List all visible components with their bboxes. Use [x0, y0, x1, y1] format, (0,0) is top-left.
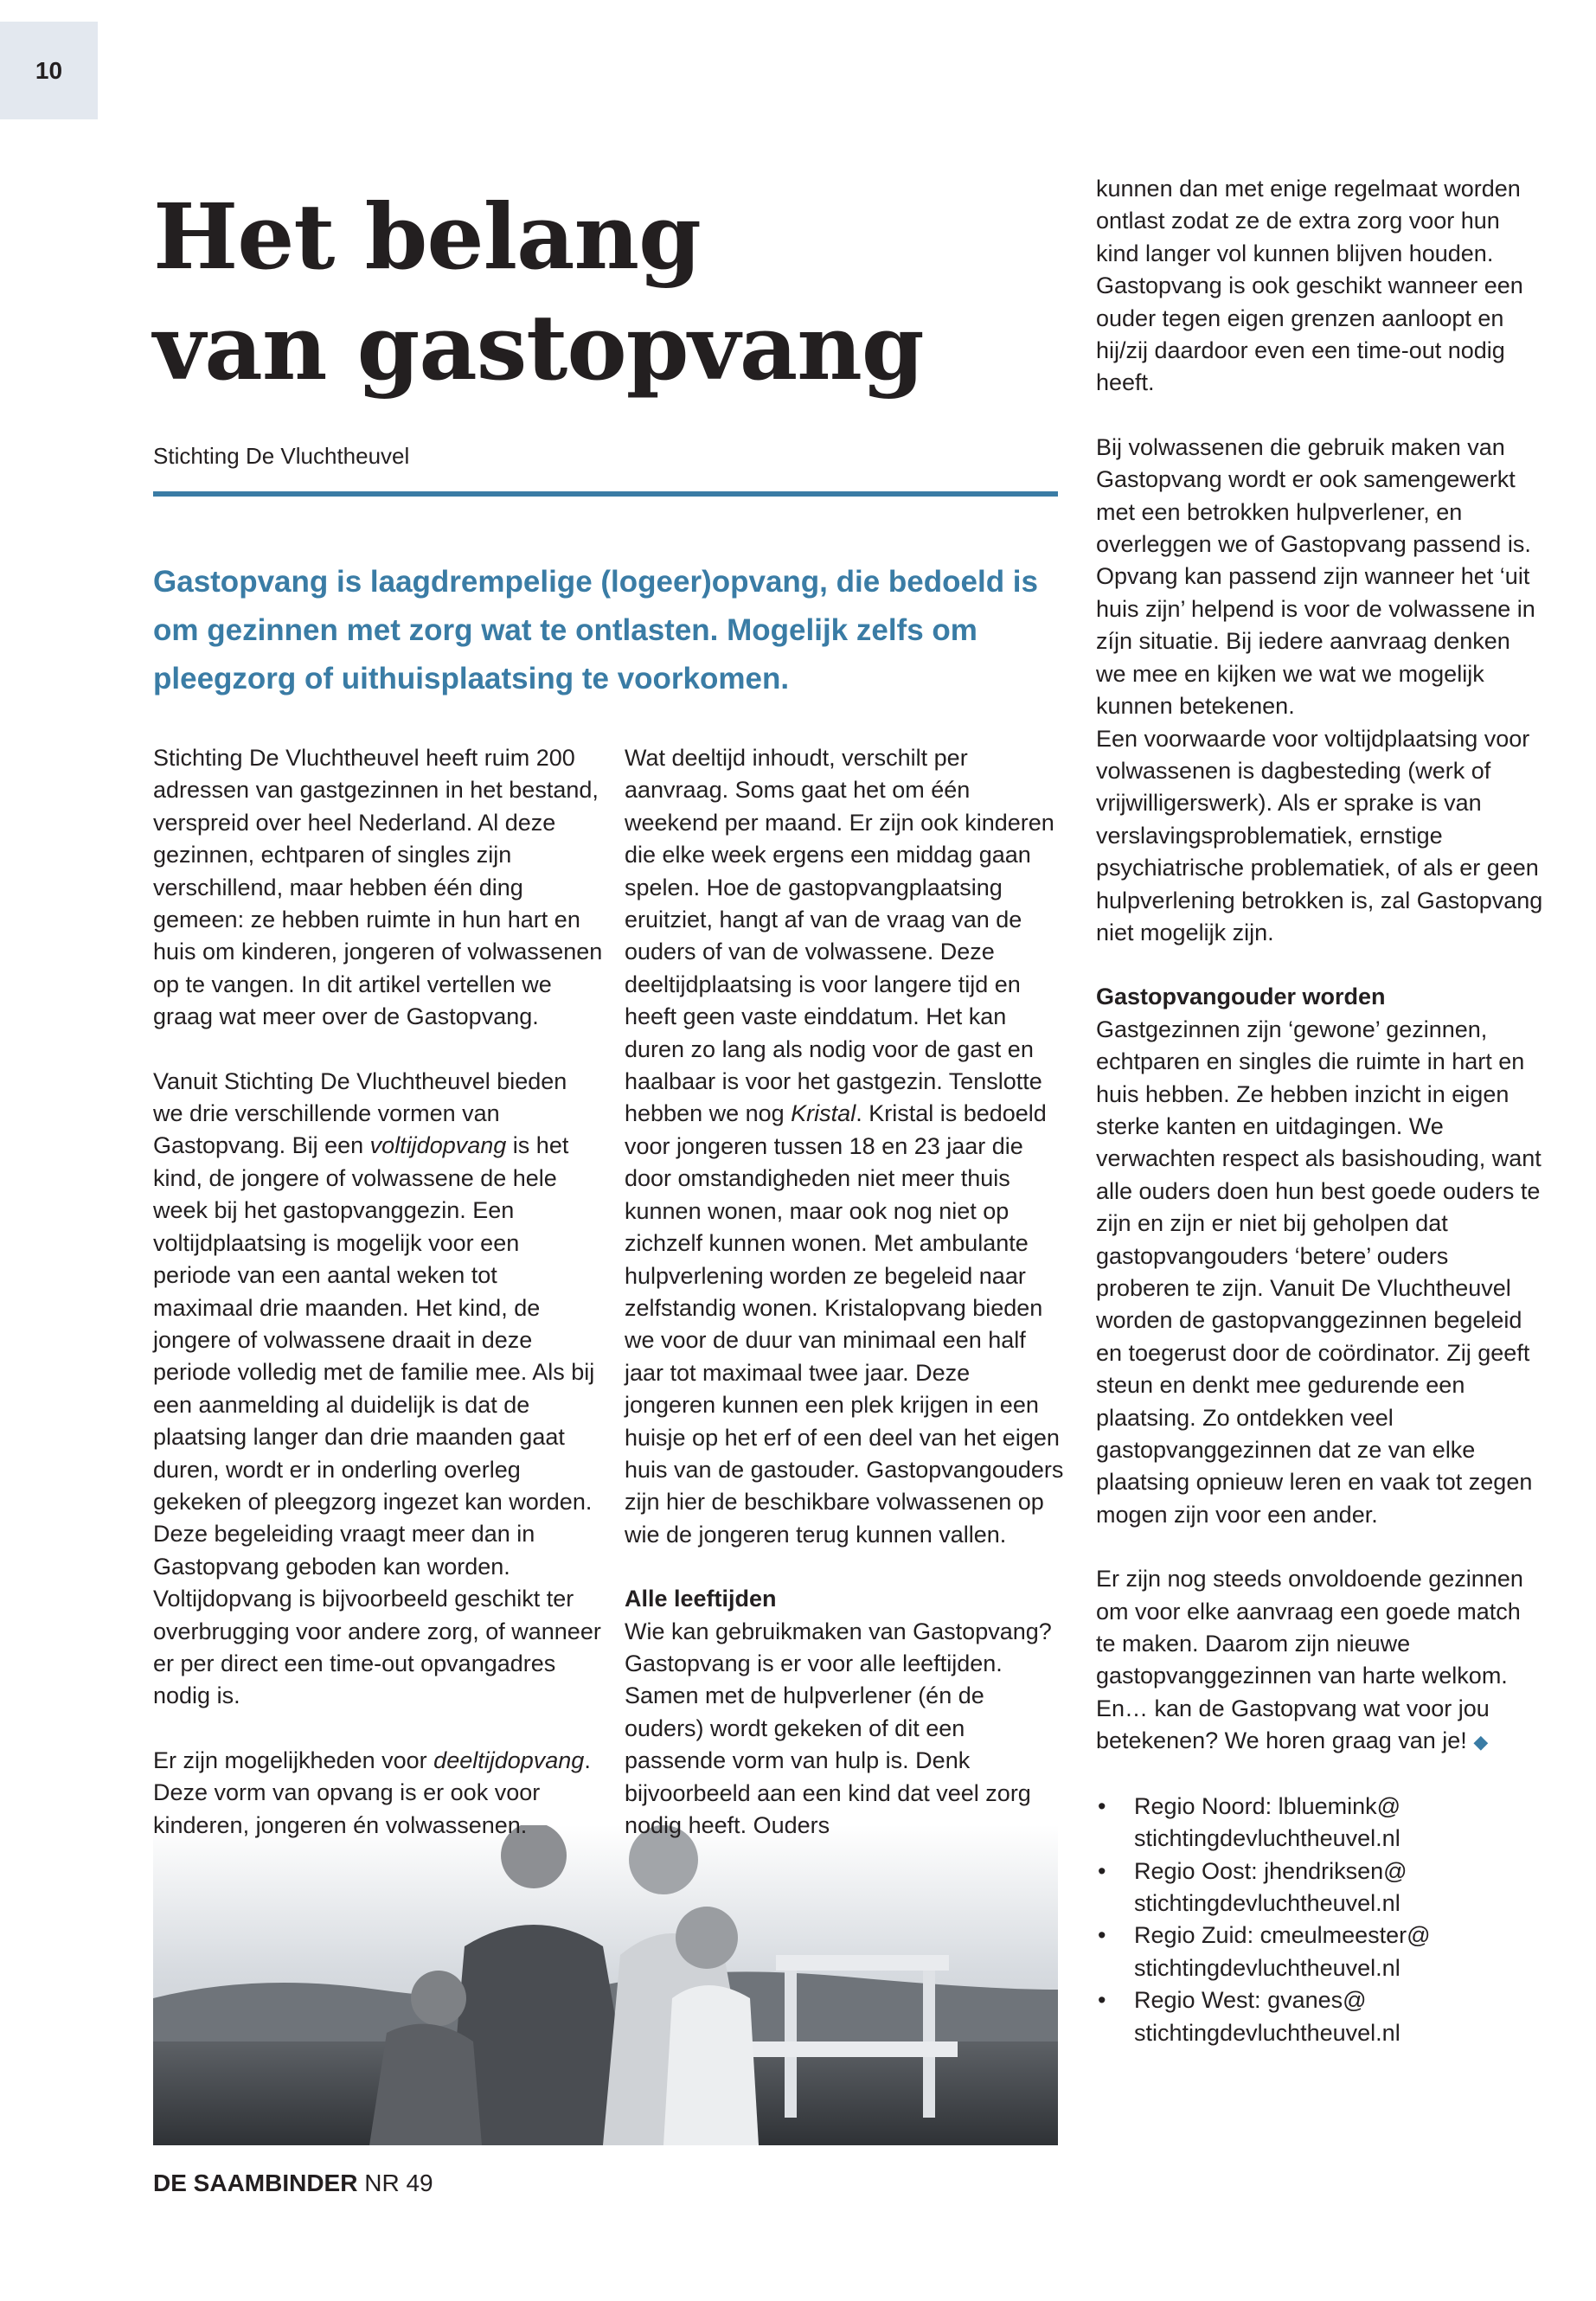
- lead-paragraph: Gastopvang is laagdrempelige (logeer)opvang, die bedoeld is om gezinnen met zorg wat te ontlasten. Mogelijk zelfs om pleegzorg of uithuisplaatsing te voorkomen.: [153, 565, 1038, 695]
- end-mark-diamond-icon: ◆: [1473, 1731, 1489, 1753]
- col3-paragraph-2: Een voorwaarde voor voltijdplaatsing voor volwassenen is dagbesteding (werk of vrijwilligerswerk). Als er sprake is van verslavingsproblematiek, ernstige psychiatrische problematiek, of als er geen hulpverlening betrokken is, zal Gastopvang niet mogelijk zijn.: [1096, 725, 1543, 945]
- list-item: [1096, 1791, 1546, 1856]
- magazine-name: DE SAAMBINDER: [153, 2170, 358, 2196]
- region-email-domain[interactable]: stichtingdevluchtheuvel.nl: [1134, 1889, 1401, 1916]
- col3-paragraph-4: Er zijn nog steeds onvoldoende gezinnen om voor elke aanvraag een goede match te maken. Daarom zijn nieuwe gastopvanggezinnen van harte welkom.: [1096, 1566, 1523, 1689]
- region-label[interactable]: Regio Oost: jhendriksen@: [1134, 1857, 1407, 1884]
- text-span: . Deze vorm van opvang is er ook voor kinderen, jongeren én volwassenen.: [153, 1747, 591, 1838]
- issue-number: NR 49: [364, 2170, 433, 2196]
- title-line-1: Het belang: [153, 183, 701, 290]
- text-span: Vanuit Stichting De Vluchtheuvel bieden we drie verschillende vormen van Gastopvang. Bij een: [153, 1067, 567, 1159]
- footer-magazine: [153, 2170, 433, 2197]
- region-contact-list: [1096, 1791, 1546, 2049]
- title-line-2: van gastopvang: [153, 294, 924, 401]
- list-item: [1096, 1856, 1546, 1920]
- section-heading-gastopvangouder: Gastopvangouder worden: [1096, 984, 1386, 1010]
- col1-paragraph-2: [153, 1066, 603, 1713]
- col2-paragraph-2: Wie kan gebruikmaken van Gastopvang? Gastopvang is er voor alle leeftijden. Samen met de hulpverlener (én de ouders) wordt gekeken of dit een passende vorm van hulp is. Denk bijvoorbeeld aan een kind dat veel zorg nodig heeft. Ouders: [625, 1618, 1052, 1838]
- emphasis-kristal: Kristal: [791, 1100, 856, 1127]
- region-label[interactable]: Regio Zuid: cmeulmeester@: [1134, 1922, 1431, 1949]
- column-1: [153, 742, 603, 1874]
- region-email-domain[interactable]: stichtingdevluchtheuvel.nl: [1134, 2019, 1401, 2046]
- column-3: [1096, 173, 1546, 2049]
- emphasis-voltijdopvang: voltijdopvang: [369, 1132, 507, 1159]
- text-span: Er zijn mogelijkheden voor: [153, 1747, 434, 1773]
- text-span: . Kristal is bedoeld voor jongeren tussen 18 en 23 jaar die door omstandigheden niet meer thuis kunnen wonen, maar ook nog niet op zichzelf kunnen wonen. Met ambulante hulpverlening worden ze begeleid naar zelfstandig wonen. Kristalopvang bieden we voor de duur van minimaal een half jaar tot maximaal twee jaar. Deze jongeren kunnen een plek krijgen in een huisje op het erf of een deel van het eigen huis van de gastouder. Gastopvangouders zijn hier de beschikbare volwassenen op wie de jongeren terug kunnen vallen.: [625, 1100, 1064, 1548]
- section-heading-alle-leeftijden: Alle leeftijden: [625, 1586, 777, 1612]
- emphasis-deeltijdopvang: deeltijdopvang: [433, 1747, 585, 1773]
- title-divider: [153, 491, 1058, 497]
- col3-paragraph-5: [1096, 1693, 1546, 1759]
- region-email-domain[interactable]: stichtingdevluchtheuvel.nl: [1134, 1825, 1401, 1852]
- article-title: [153, 182, 924, 403]
- column-2: [625, 742, 1066, 1874]
- text-span: is het kind, de jongere of volwassene de hele week bij het gastopvanggezin. Een voltijdplaatsing is mogelijk voor een periode van een aantal weken tot maximaal drie maanden. Het kind, de jongere of volwassene draait in deze periode volledig met de familie mee. Als bij een aanmelding al duidelijk is dat de plaatsing langer dan drie maanden gaat duren, wordt er in onderling overleg gekeken of pleegzorg ingezet kan worden. Deze begeleiding vraagt meer dan in Gastopvang geboden kan worden. Voltijdopvang is bijvoorbeeld geschikt ter overbrugging voor andere zorg, of wanneer er per direct een time-out opvangadres nodig is.: [153, 1132, 601, 1709]
- closing-text: En… kan de Gastopvang wat voor jou betekenen? We horen graag van je!: [1096, 1695, 1490, 1754]
- col3-paragraph-3: Gastgezinnen zijn ‘gewone’ gezinnen, echtparen en singles die ruimte in hart en huis hebben. Ze hebben inzicht in eigen sterke kanten en uitdagingen. We verwachten respect als basishouding, want alle ouders doen hun best goede ouders te zijn en zijn er niet bij geholpen dat gastopvangouders ‘betere’ ouders proberen te zijn. Vanuit De Vluchtheuvel worden de gastopvanggezinnen begeleid en toegerust door de coördinator. Zij geeft steun en denkt mee gedurende een plaatsing. Zo ontdekken veel gastopvanggezinnen dat ze van elke plaatsing opnieuw leren en vaak tot zegen mogen zijn voor een ander.: [1096, 1016, 1542, 1528]
- col1-paragraph-1: Stichting De Vluchtheuvel heeft ruim 200 adressen van gastgezinnen in het bestand, verspreid over heel Nederland. Al deze gezinnen, echtparen of singles zijn verschillend, maar hebben één ding gemeen: ze hebben ruimte in hun hart en huis om kinderen, jongeren of volwassenen op te vangen. In dit artikel vertellen we graag wat meer over de Gastopvang.: [153, 745, 603, 1030]
- list-item: [1096, 1920, 1546, 1984]
- region-label[interactable]: Regio Noord: lbluemink@: [1134, 1792, 1401, 1819]
- list-item: [1096, 1984, 1546, 2049]
- text-span: Wat deeltijd inhoudt, verschilt per aanvraag. Soms gaat het om één weekend per maand. Er zijn ook kinderen die elke week ergens een middag gaan spelen. Hoe de gastopvangplaatsing eruitziet, hangt af van de vraag van de ouders of van de volwassene. Deze deeltijdplaatsing is voor langere tijd en heeft geen vaste einddatum. Het kan duren zo lang als nodig voor de gast en haalbaar is voor het gastgezin. Tenslotte hebben we nog: [625, 745, 1054, 1127]
- author-byline: Stichting De Vluchtheuvel: [153, 443, 410, 469]
- page-number-text: 10: [35, 56, 63, 84]
- region-label[interactable]: Regio West: gvanes@: [1134, 1987, 1367, 2014]
- col1-paragraph-3: [153, 1745, 603, 1842]
- page-number: [0, 22, 98, 119]
- col2-paragraph-1: [625, 742, 1066, 1551]
- col3-paragraph-1: Bij volwassenen die gebruik maken van Gastopvang wordt er ook samengewerkt met een betrokken hulpverlener, en overleggen we of Gastopvang passend is. Opvang kan passend zijn wanneer het ‘uit huis zijn’ helpend is voor de volwassene in zíjn situatie. Bij iedere aanvraag denken we mee en kijken we wat we mogelijk kunnen betekenen.: [1096, 433, 1535, 720]
- region-email-domain[interactable]: stichtingdevluchtheuvel.nl: [1134, 1954, 1401, 1981]
- col3-paragraph-0: kunnen dan met enige regelmaat worden ontlast zodat ze de extra zorg voor hun kind langer vol kunnen blijven houden. Gastopvang is ook geschikt wanneer een ouder tegen eigen grenzen aanloopt en hij/zij daardoor even een time-out nodig heeft.: [1096, 176, 1523, 396]
